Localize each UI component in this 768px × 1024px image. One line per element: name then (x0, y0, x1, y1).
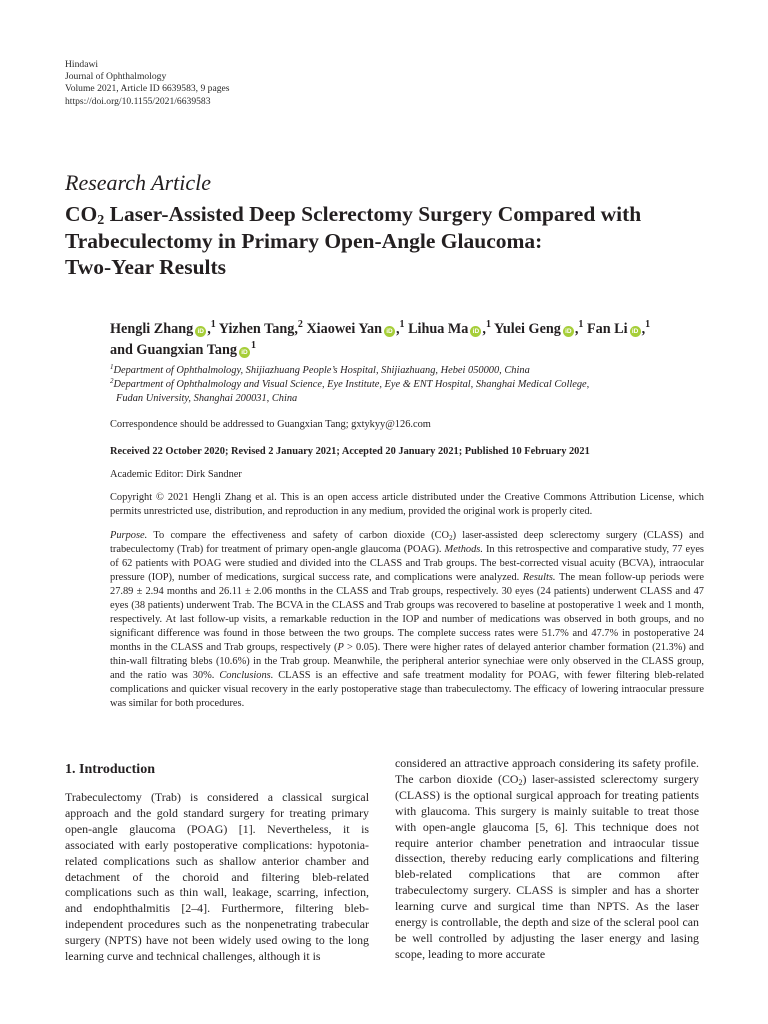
intro-right-text-cont: ) laser-assisted sclerectomy surgery (CLASS) is the optional surgical approach for treating patients with glaucoma. This surgery is mainly suitable to treat those with open-angle glaucoma [5, 6]. This technique does not require anterior chamber penetration and intraocular tissue dissection, thereby reducing early complications and filtering bleb-related complications that are common after trabeculectomy surgery. CLASS is simpler and has a shorter learning curve and surgical time than NPTS. As the laser energy is controllable, the depth and size of the scleral pool can be well controlled by adjusting the laser energy and lasing scope, leading to more accurate (395, 771, 699, 961)
intro-right-text: considered an attractive approach considering its safety profile. The carbon dioxide (CO (395, 756, 699, 786)
author-list: Hengli Zhang iD ,$^1$ Yizhen Tang,$^2$ Xiaowei Yan iD ,$^1$ Lihua Ma iD ,$^1$ Yulei Geng iD ,$^1$ Fan Li iD ,$^1$ and Guangxian Tang $iD^1$ (110, 319, 651, 358)
affiliation-sup: 1 (110, 363, 114, 371)
correspondence: Correspondence should be addressed to Guangxian Tang; gxtykyy@126.com (110, 419, 431, 430)
orcid-icon[interactable]: iD (239, 347, 250, 358)
title-line-1 (65, 201, 725, 228)
abstract (110, 529, 704, 711)
title-line-2: Trabeculectomy in Primary Open-Angle Glaucoma: (65, 228, 543, 253)
affiliation-text: Department of Ophthalmology, Shijiazhuang People’s Hospital, Shijiazhuang, Hebei 050000, China (113, 365, 530, 376)
title-line-1-text: Laser-Assisted Deep Sclerectomy Surgery Compared with (104, 202, 642, 226)
publication-dates: Received 22 October 2020; Revised 2 January 2021; Accepted 20 January 2021; Published 10 February 2021 (110, 446, 590, 457)
doi-link[interactable]: https://doi.org/10.1155/2021/6639583 (65, 95, 211, 107)
orcid-icon[interactable]: iD (563, 326, 574, 337)
author-affiliation-sup: 2 (297, 319, 303, 330)
author-name[interactable]: Xiaowei Yan (306, 321, 382, 337)
abstract-methods-label: Methods. (444, 544, 483, 555)
affiliations (110, 364, 710, 406)
intro-paragraph-left: Trabeculectomy (Trab) is considered a classical surgical approach and the gold standard surgery for treating primary open-angle glaucoma (POAG) [1]. Nevertheless, it is associated with early postoperative complications: hypotonia-related complications such as shallow anterior chamber and detachment of the choroid and filtering bleb-related complications such as thin wall, leakage, scarring, infection, and endophthalmitis [2–4]. Furthermore, filtering bleb-independent procedures such as the nonpenetrating trabecular surgery (NPTS) have not been widely used owing to the long learning curve and technical challenges, although it is (65, 790, 369, 964)
journal-name: Journal of Ophthalmology (65, 71, 167, 83)
right-column (395, 756, 699, 963)
author-name[interactable]: Yulei Geng (493, 321, 561, 337)
abstract-results-cont: > 0.05). There were higher rates of delayed anterior chamber formation (21.3%) and thin-wall filtrating blebs (10.6%) in the Trab group. Meanwhile, the peripheral anterior synechiae were only observed in the CLASS group, and the ratio was 30%. (110, 642, 704, 681)
affiliation-text: Department of Ophthalmology and Visual Science, Eye Institute, Eye & ENT Hospital, Shanghai Medical College, (113, 379, 590, 390)
intro-subscript: 2 (518, 777, 523, 787)
orcid-icon[interactable]: iD (384, 326, 395, 337)
abstract-purpose-label: Purpose. (110, 530, 148, 541)
author-affiliation-sup: 1 (645, 319, 651, 330)
left-column (65, 757, 369, 965)
abstract-conclusions-label: Conclusions. (219, 670, 274, 681)
affiliation-sup: 2 (110, 377, 114, 385)
publisher-name: Hindawi (65, 59, 99, 70)
abstract-p-symbol: P (337, 642, 344, 653)
author-affiliation-sup: 1 (485, 319, 491, 330)
copyright-notice: Copyright © 2021 Hengli Zhang et al. This is an open access article distributed under the Creative Commons Attribution License, which permits unrestricted use, distribution, and reproduction in any medium, provided the original work is properly cited. (110, 492, 704, 517)
abstract-conclusions: CLASS is an effective and safe treatment modality for POAG, with fewer filtering bleb-related complications and quicker visual recovery in the early postoperative stage than trabeculectomy. The efficacy of lowering intraocular pressure was similar for both procedures. (110, 670, 704, 709)
author-affiliation-sup: 1 (250, 339, 256, 351)
section-heading: 1. Introduction (65, 762, 155, 777)
author-affiliation-sup: 1 (399, 319, 405, 330)
author-name[interactable]: Hengli Zhang (110, 321, 194, 337)
abstract-methods: In this retrospective and comparative study, 77 eyes of 62 patients with POAG were studied and divided into the CLASS and Trab groups. The best-corrected visual acuity (BCVA), intraocular pressure (IOP), number of medications, surgical success rate, and complications were analyzed. (110, 544, 704, 583)
affiliation-item (110, 364, 710, 378)
orcid-icon[interactable]: iD (195, 326, 206, 337)
article-title (65, 201, 725, 281)
author-affiliation-sup: 1 (578, 319, 584, 330)
abstract-results: The mean follow-up periods were 27.89 ± 2.94 months and 26.11 ± 2.06 months in the CLASS and Trab groups, respectively. 30 eyes (24 patients) underwent CLASS and 47 eyes (38 patients) underwent Trab. The BCVA in the CLASS and Trab groups was recovered to baseline at postoperative 1 week and 1 month, respectively. At last follow-up visits, a remarkable reduction in the IOP and number of medications was observed in both groups, and no significant difference was found in those between the two groups. The complete success rates were 51.7% and 47.7% in postoperative 24 months in the CLASS and Trab groups, respectively ( (110, 572, 704, 653)
abstract-subscript: 2 (449, 534, 453, 542)
author-name[interactable]: and Guangxian Tang (110, 341, 237, 358)
author-name[interactable]: Fan Li (586, 321, 628, 337)
intro-paragraph-right (395, 756, 699, 963)
title-prefix: CO (65, 202, 98, 226)
title-subscript: 2 (97, 213, 105, 228)
article-type: Research Article (65, 170, 212, 195)
author-affiliation-sup: 1 (210, 319, 216, 330)
orcid-icon[interactable]: iD (630, 326, 641, 337)
affiliation-item (110, 378, 710, 392)
orcid-icon[interactable]: iD (470, 326, 481, 337)
academic-editor: Academic Editor: Dirk Sandner (110, 469, 242, 480)
title-line-3: Two-Year Results (65, 255, 227, 279)
abstract-purpose: To compare the effectiveness and safety of carbon dioxide (CO (147, 530, 450, 541)
affiliation-continuation: Fudan University, Shanghai 200031, China (116, 393, 298, 404)
volume-info: Volume 2021, Article ID 6639583, 9 pages (65, 83, 230, 95)
abstract-results-label: Results. (522, 572, 556, 583)
author-name[interactable]: Lihua Ma (408, 321, 469, 337)
journal-meta (65, 59, 230, 108)
abstract-purpose-cont: ) laser-assisted deep sclerectomy surgery (CLASS) and trabeculectomy (Trab) for treatment of primary open-angle glaucoma (POAG). (110, 530, 704, 555)
author-name[interactable]: Yizhen Tang (218, 321, 295, 337)
